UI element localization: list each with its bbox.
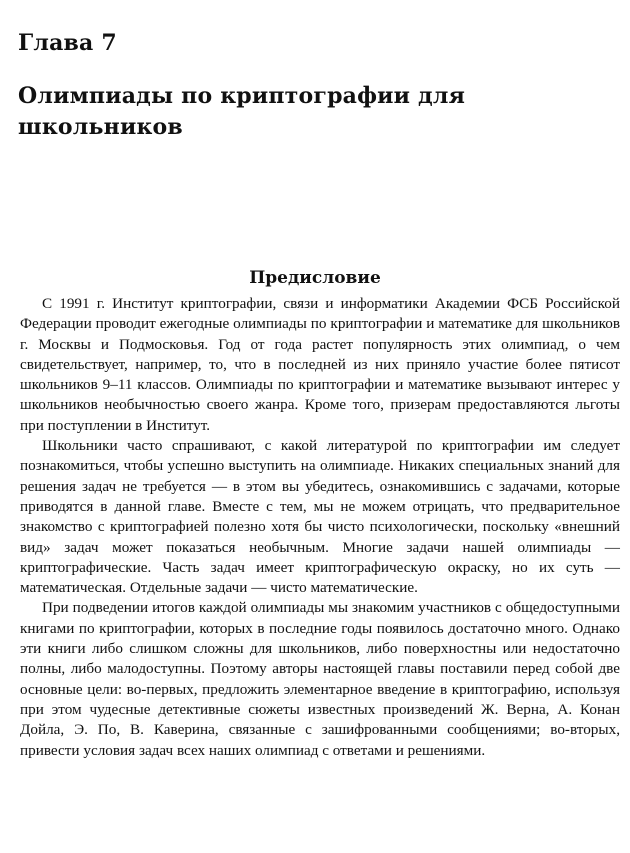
paragraph: Школьники часто спрашивают, с какой литературой по криптографии им следует познакомиться, чтобы успешно выступить на олимпиаде. Никаких специальных знаний для решения задач не требуется — в этом вы убедитесь, ознакомившись с задачами, которые приводятся в данной главе. Вместе с тем, мы не можем отрицать, что предварительное знакомство с криптографией полезно хотя бы чисто психологически, поскольку «внешний вид» задач может показаться необычным. Многие задачи нашей олимпиады — криптографические. Часть задач имеет криптографическую окраску, но их суть — математическая. Отдельные задачи — чисто математические. <box>20 437 620 597</box>
chapter-label: Глава 7 <box>18 30 117 56</box>
section-title: Предисловие <box>249 268 381 288</box>
paragraph: С 1991 г. Институт криптографии, связи и информатики Академии ФСБ Российской Федерации проводит ежегодные олимпиады по криптографии и математике для школьников г. Москвы и Подмосковья. Год от года растет популярность этих олимпиад, о чем свидетельствует, например, то, что в последней из них приняло участие более пятисот школьников 9–11 классов. Олимпиады по криптографии и математике вызывают интерес у школьников необычностью своего жанра. Кроме того, призерам предоставляются льготы при поступлении в Институт. <box>20 295 620 434</box>
paragraph: При подведении итогов каждой олимпиады мы знакомим участников с общедоступными книгами по криптографии, которых в последние годы появилось достаточно много. Однако эти книги либо слишком сложны для школьников, либо поверхностны или недостаточно полны, либо малодоступны. Поэтому авторы настоящей главы поставили перед собой две основные цели: во-первых, предложить элементарное введение в криптографию, используя при этом чудесные детективные сюжеты известных произведений Ж. Верна, А. Конан Дойла, Э. По, В. Каверина, связанные с зашифрованными сообщениями; во-вторых, привести условия задач всех наших олимпиад с ответами и решениями. <box>20 599 620 759</box>
body-text <box>20 294 620 761</box>
chapter-title: Олимпиады по криптографии для школьников <box>18 83 466 140</box>
